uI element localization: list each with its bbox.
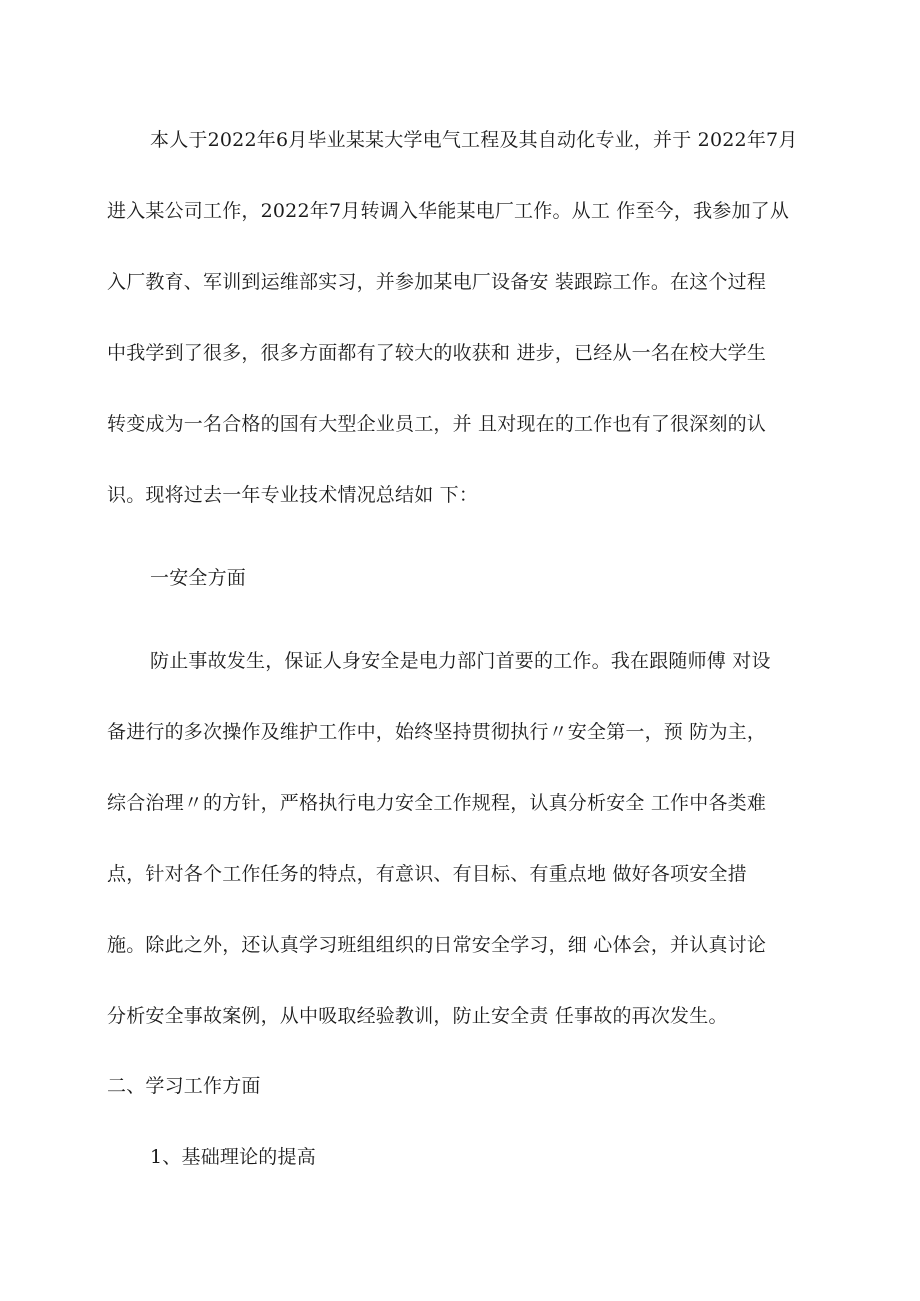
paragraph-line: 入厂教育、军训到运维部实习，并参加某电厂设备安 装跟踪工作。在这个过程 (107, 271, 767, 293)
section-heading: 二、学习工作方面 (107, 1075, 261, 1097)
paragraph-line: 中我学到了很多，很多方面都有了较大的收获和 进步，已经从一名在校大学生 (107, 342, 767, 364)
paragraph-line: 识。现将过去一年专业技术情况总结如 下： (107, 484, 479, 506)
paragraph-line: 本人于2022年6月毕业某某大学电气工程及其自动化专业，并于 2022年7月 (150, 129, 798, 151)
paragraph-line: 防止事故发生，保证人身安全是电力部门首要的工作。我在跟随师傅 对设 (150, 650, 771, 672)
paragraph-line: 点，针对各个工作任务的特点，有意识、有目标、有重点地 做好各项安全措 (107, 863, 747, 885)
section-heading: 一安全方面 (150, 567, 247, 589)
paragraph-line: 转变成为一名合格的国有大型企业员工，并 且对现在的工作也有了很深刻的认 (107, 413, 767, 435)
paragraph-line: 进入某公司工作，2022年7月转调入华能某电厂工作。从工 作至今，我参加了从 (107, 200, 790, 222)
paragraph-line: 备进行的多次操作及维护工作中，始终坚持贯彻执行〃安全第一，预 防为主， (107, 721, 767, 743)
subsection-heading: 1、基础理论的提高 (150, 1146, 316, 1168)
paragraph-line: 分析安全事故案例，从中吸取经验教训，防止安全责 任事故的再次发生。 (107, 1005, 728, 1027)
paragraph-line: 综合治理〃的方针，严格执行电力安全工作规程，认真分析安全 工作中各类难 (107, 792, 767, 814)
paragraph-line: 施。除此之外，还认真学习班组组织的日常安全学习，细 心体会，并认真讨论 (107, 934, 767, 956)
